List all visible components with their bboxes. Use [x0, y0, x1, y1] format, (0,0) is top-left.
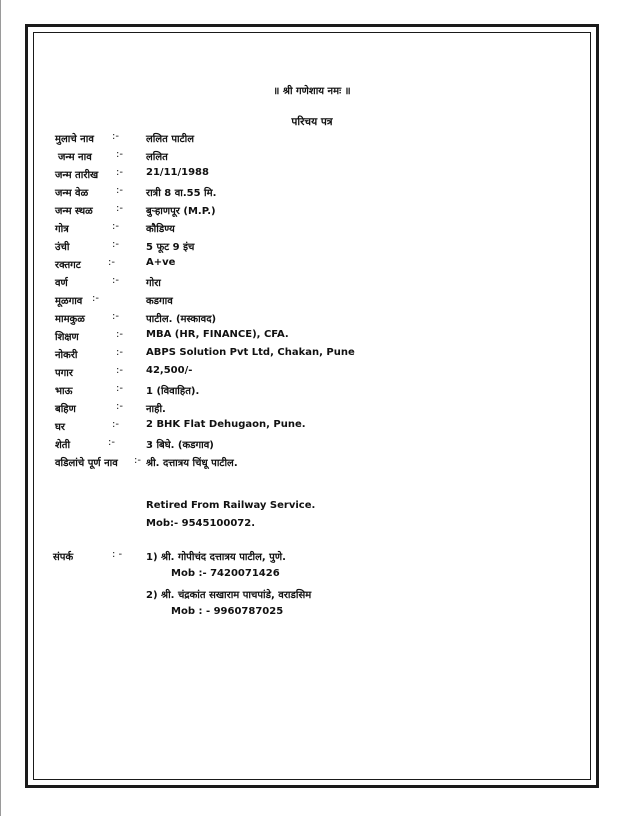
field-row [36, 239, 588, 257]
field-separator: :- [112, 239, 119, 250]
field-label: घर [55, 422, 65, 433]
page-edge-line [0, 0, 1, 816]
biodata-document [36, 36, 588, 776]
field-label: मूळगाव [55, 296, 83, 307]
field-separator: :- [112, 221, 119, 232]
field-label: शेती [55, 440, 71, 451]
field-label: नोकरी [55, 350, 78, 361]
field-value: 3 बिघे. (कडगाव) [146, 440, 214, 451]
field-value: नाही. [146, 404, 166, 415]
field-row [36, 203, 588, 221]
field-separator: :- [116, 347, 123, 358]
field-value: श्री. दत्तात्रय चिंधू पाटील. [146, 458, 238, 469]
field-label: गोत्र [55, 224, 69, 235]
field-value: 42,500/- [146, 365, 193, 376]
field-row [36, 365, 588, 383]
field-row [36, 167, 588, 185]
field-separator: :- [112, 275, 119, 286]
field-label: पगार [55, 368, 73, 379]
field-separator: :- [134, 455, 141, 466]
field-separator: :- [112, 131, 119, 142]
field-value: 5 फूट 9 इंच [146, 242, 195, 253]
field-row [36, 149, 588, 167]
field-label: भाऊ [55, 386, 73, 397]
field-row [36, 347, 588, 365]
field-row [36, 293, 588, 311]
field-separator: :- [108, 437, 115, 448]
field-separator: :- [112, 311, 119, 322]
field-label: वर्ण [55, 278, 68, 289]
field-separator: :- [116, 203, 123, 214]
field-value: कडगाव [146, 296, 173, 307]
father-mobile: Mob:- 9545100072. [146, 518, 255, 529]
invocation-heading: ॥ श्री गणेशाय नमः ॥ [273, 86, 351, 97]
field-value: 1 (विवाहित). [146, 386, 200, 397]
field-separator: :- [108, 257, 115, 268]
field-row [36, 383, 588, 401]
field-separator: :- [116, 383, 123, 394]
field-label: शिक्षण [55, 332, 79, 343]
field-separator: :- [92, 293, 99, 304]
field-separator: :- [116, 329, 123, 340]
field-label: जन्म स्थळ [55, 206, 93, 217]
field-value: 21/11/1988 [146, 167, 209, 178]
field-row [36, 437, 588, 455]
father-occupation: Retired From Railway Service. [146, 500, 316, 511]
field-separator: :- [116, 149, 123, 160]
field-label: जन्म वेळ [55, 188, 89, 199]
field-value: ललित पाटील [146, 134, 195, 145]
contact-person-2: 2) श्री. चंद्रकांत सखाराम पाचपांडे, वराडसिम [146, 590, 312, 601]
field-value: A+ve [146, 257, 176, 268]
field-value: ABPS Solution Pvt Ltd, Chakan, Pune [146, 347, 355, 358]
field-label: रक्तगट [55, 260, 81, 271]
document-title: परिचय पत्र [291, 116, 333, 128]
field-row [36, 329, 588, 347]
field-label: बहिण [55, 404, 76, 415]
field-separator: :- [116, 401, 123, 412]
field-separator: :- [116, 365, 123, 376]
field-label: जन्म नाव [58, 152, 92, 163]
field-value: बुऱ्हाणपूर (M.P.) [146, 206, 216, 217]
field-value: ललित [146, 152, 168, 163]
field-row [36, 419, 588, 437]
field-separator: :- [116, 167, 123, 178]
field-value: MBA (HR, FINANCE), CFA. [146, 329, 289, 340]
field-row [36, 455, 588, 473]
field-value: 2 BHK Flat Dehugaon, Pune. [146, 419, 306, 430]
field-value: पाटील. (मस्कावद) [146, 314, 217, 325]
field-label: उंची [55, 242, 70, 253]
field-row [36, 131, 588, 149]
contact-person-1: 1) श्री. गोपीचंद दत्तात्रय पाटील, पुणे. [146, 552, 286, 563]
field-separator: :- [112, 419, 119, 430]
biodata-fields [36, 131, 588, 473]
contact-label: संपर्क [53, 552, 74, 563]
field-value: कौडिण्य [146, 224, 175, 235]
field-row [36, 275, 588, 293]
field-row [36, 401, 588, 419]
contact-mobile-2: Mob : - 9960787025 [171, 606, 284, 617]
field-label: मामकुळ [55, 314, 85, 325]
field-label: जन्म तारीख [55, 170, 99, 181]
field-row [36, 311, 588, 329]
field-separator: :- [116, 185, 123, 196]
contact-separator: : - [112, 549, 123, 560]
field-row [36, 257, 588, 275]
field-value: रात्री 8 वा.55 मि. [146, 188, 217, 199]
field-value: गोरा [146, 278, 161, 289]
field-label: वडिलांचे पूर्ण नाव [55, 458, 118, 469]
contact-mobile-1: Mob :- 7420071426 [171, 568, 280, 579]
field-row [36, 185, 588, 203]
field-label: मुलाचे नाव [55, 134, 94, 145]
field-row [36, 221, 588, 239]
